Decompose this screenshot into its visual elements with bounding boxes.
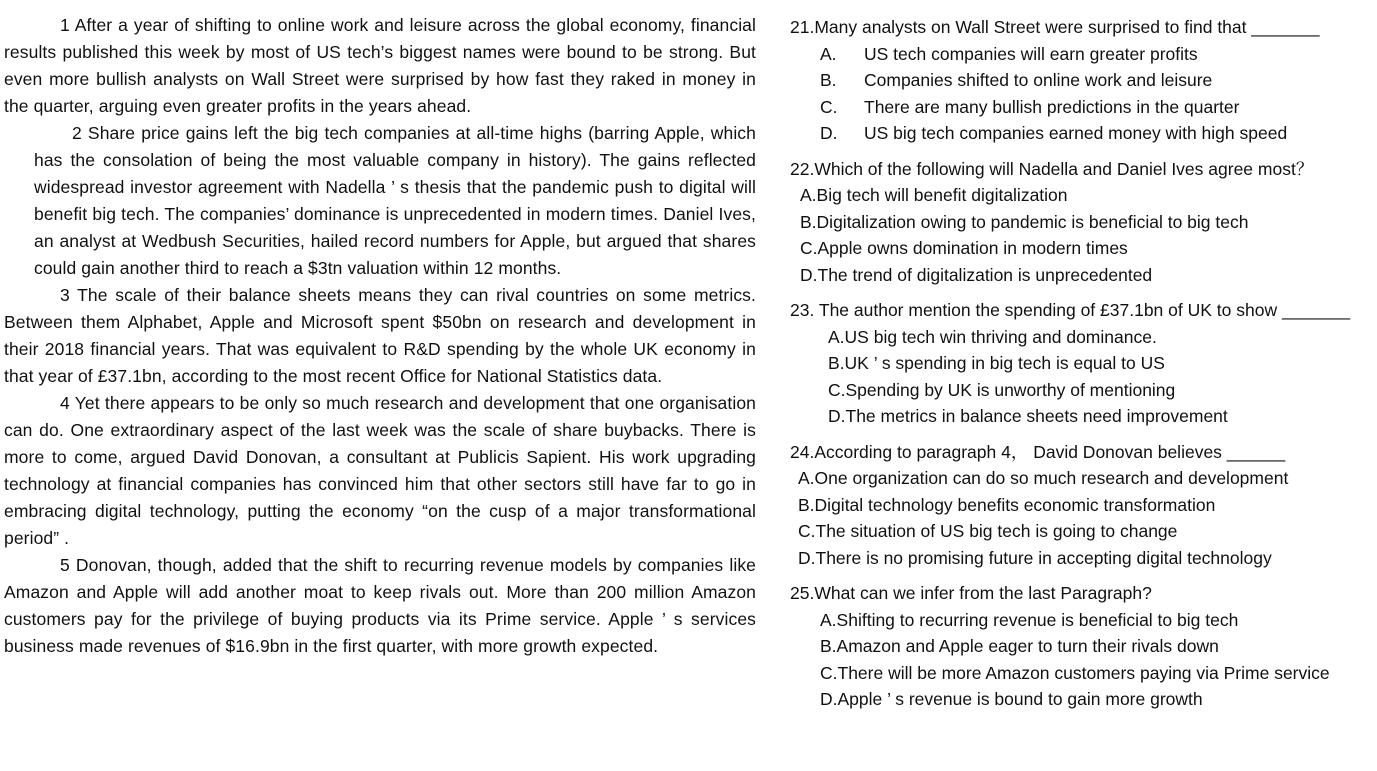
question-23-option-d (828, 403, 1371, 430)
question-24-option-d (798, 545, 1371, 572)
option-text: Shifting to recurring revenue is beneficial to big tech (836, 609, 1239, 630)
option-label: A. (798, 468, 815, 488)
option-label: A. (828, 326, 845, 347)
question-24-option-b (798, 492, 1371, 519)
question-22-option-d (800, 262, 1371, 289)
option-label: D. (800, 264, 818, 285)
option-text: Apple ’ s revenue is bound to gain more growth (837, 689, 1203, 709)
option-label: B. (800, 211, 817, 232)
option-text: There is no promising future in accepting digital technology (815, 547, 1272, 568)
option-text: The metrics in balance sheets need improvement (845, 406, 1228, 426)
question-22-stem: 22.Which of the following will Nadella and Daniel Ives agree most？ (790, 158, 1314, 179)
question-22-option-c (800, 235, 1371, 262)
question-21-options (790, 41, 1371, 147)
option-text: One organization can do so much research and development (814, 468, 1289, 488)
option-label: C. (828, 379, 846, 400)
question-25-options (790, 607, 1371, 713)
option-label: D. (828, 406, 846, 426)
question-25 (790, 580, 1371, 713)
question-21 (790, 14, 1371, 147)
question-25-option-b (820, 633, 1371, 660)
question-21-option-a (820, 41, 1371, 68)
reading-passage (0, 12, 756, 771)
option-label: C. (820, 96, 838, 117)
question-24-option-c (798, 518, 1371, 545)
option-text: There are many bullish predictions in the quarter (864, 96, 1240, 117)
passage-paragraph-2: 2 Share price gains left the big tech companies at all-time highs (barring Apple, which has the consolation of being the most valuable company in history). The gains reflected widespread investor agreement with Nadella ’ s thesis that the pandemic push to digital will benefit big tech. The companies’ dominance is unprecedented in modern times. Daniel Ives, an analyst at Wedbush Securities, hailed record numbers for Apple, but argued that shares could gain another third to reach a $3tn valuation within 12 months. (34, 123, 756, 278)
option-label: B. (820, 636, 837, 656)
option-text: US big tech win thriving and dominance. (844, 326, 1157, 347)
question-22-option-b (800, 209, 1371, 236)
passage-paragraph-3: 3 The scale of their balance sheets means they can rival countries on some metrics. Between them Alphabet, Apple and Microsoft spent $50bn on research and development in their 2018 financial years. That was equivalent to R&D spending by the whole UK economy in that year of £37.1bn, according to the most recent Office for National Statistics data. (4, 285, 756, 386)
question-23-options (790, 324, 1371, 430)
option-text: Digital technology benefits economic transformation (814, 494, 1216, 515)
option-label: B. (828, 353, 845, 373)
option-text: UK ’ s spending in big tech is equal to US (844, 353, 1165, 373)
option-text: The situation of US big tech is going to change (815, 521, 1178, 541)
question-22 (790, 156, 1371, 289)
option-text: US tech companies will earn greater profits (864, 43, 1198, 64)
option-text: There will be more Amazon customers paying via Prime service (837, 662, 1330, 683)
option-label: B. (820, 70, 837, 90)
option-text: Digitalization owing to pandemic is beneficial to big tech (816, 211, 1249, 232)
option-text: US big tech companies earned money with high speed (864, 123, 1288, 143)
question-22-options (790, 182, 1371, 288)
question-25-option-c (820, 660, 1371, 687)
question-22-option-a (800, 182, 1371, 209)
questions-section (756, 12, 1377, 771)
option-label: D. (798, 547, 816, 568)
option-label: A. (820, 609, 837, 630)
option-label: C. (800, 238, 818, 258)
option-label: D. (820, 689, 838, 709)
question-21-option-d (820, 120, 1371, 147)
question-24-options (790, 465, 1371, 571)
question-23-option-c (828, 377, 1371, 404)
question-25-stem: 25.What can we infer from the last Paragraph? (790, 583, 1152, 603)
question-24 (790, 439, 1371, 572)
question-24-option-a (798, 465, 1371, 492)
question-21-option-b (820, 67, 1371, 94)
question-23-option-b (828, 350, 1371, 377)
question-23 (790, 297, 1371, 430)
passage-paragraph-4: 4 Yet there appears to be only so much research and development that one organisation can do. One extraordinary aspect of the last week was the scale of share buybacks. There is more to come, argued David Donovan, a consultant at Publicis Sapient. His work upgrading technology at financial companies has convinced him that other sectors still have far to go in embracing digital technology, putting the economy “on the cusp of a major transformational period” . (4, 393, 756, 548)
option-text: Apple owns domination in modern times (817, 238, 1128, 258)
question-25-option-d (820, 686, 1371, 713)
option-text: Big tech will benefit digitalization (816, 185, 1068, 205)
option-label: D. (820, 123, 838, 143)
question-23-stem: 23. The author mention the spending of £37.1bn of UK to show _______ (790, 300, 1351, 320)
question-21-option-c (820, 94, 1371, 121)
option-label: C. (798, 521, 816, 541)
option-label: B. (798, 494, 815, 515)
option-label: A. (820, 43, 837, 64)
option-label: C. (820, 662, 838, 683)
question-21-stem: 21.Many analysts on Wall Street were surprised to find that _______ (790, 17, 1320, 37)
passage-paragraph-1: 1 After a year of shifting to online work and leisure across the global economy, financial results published this week by most of US tech’s biggest names were bound to be strong. But even more bullish analysts on Wall Street were surprised by how fast they raked in money in the quarter, arguing even greater profits in the years ahead. (4, 15, 756, 116)
option-text: Amazon and Apple eager to turn their rivals down (836, 636, 1219, 656)
option-text: The trend of digitalization is unprecedented (817, 264, 1153, 285)
question-25-option-a (820, 607, 1371, 634)
option-label: A. (800, 185, 817, 205)
option-text: Spending by UK is unworthy of mentioning (845, 379, 1176, 400)
question-24-stem: 24.According to paragraph 4， David Donovan believes ______ (790, 441, 1286, 462)
passage-paragraph-5: 5 Donovan, though, added that the shift to recurring revenue models by companies like Amazon and Apple will add another moat to keep rivals out. More than 200 million Amazon customers pay for the privilege of buying products via its Prime service. Apple ’ s services business made revenues of $16.9bn in the first quarter, with more growth expected. (4, 555, 756, 656)
question-23-option-a (828, 324, 1371, 351)
option-text: Companies shifted to online work and leisure (864, 70, 1213, 90)
